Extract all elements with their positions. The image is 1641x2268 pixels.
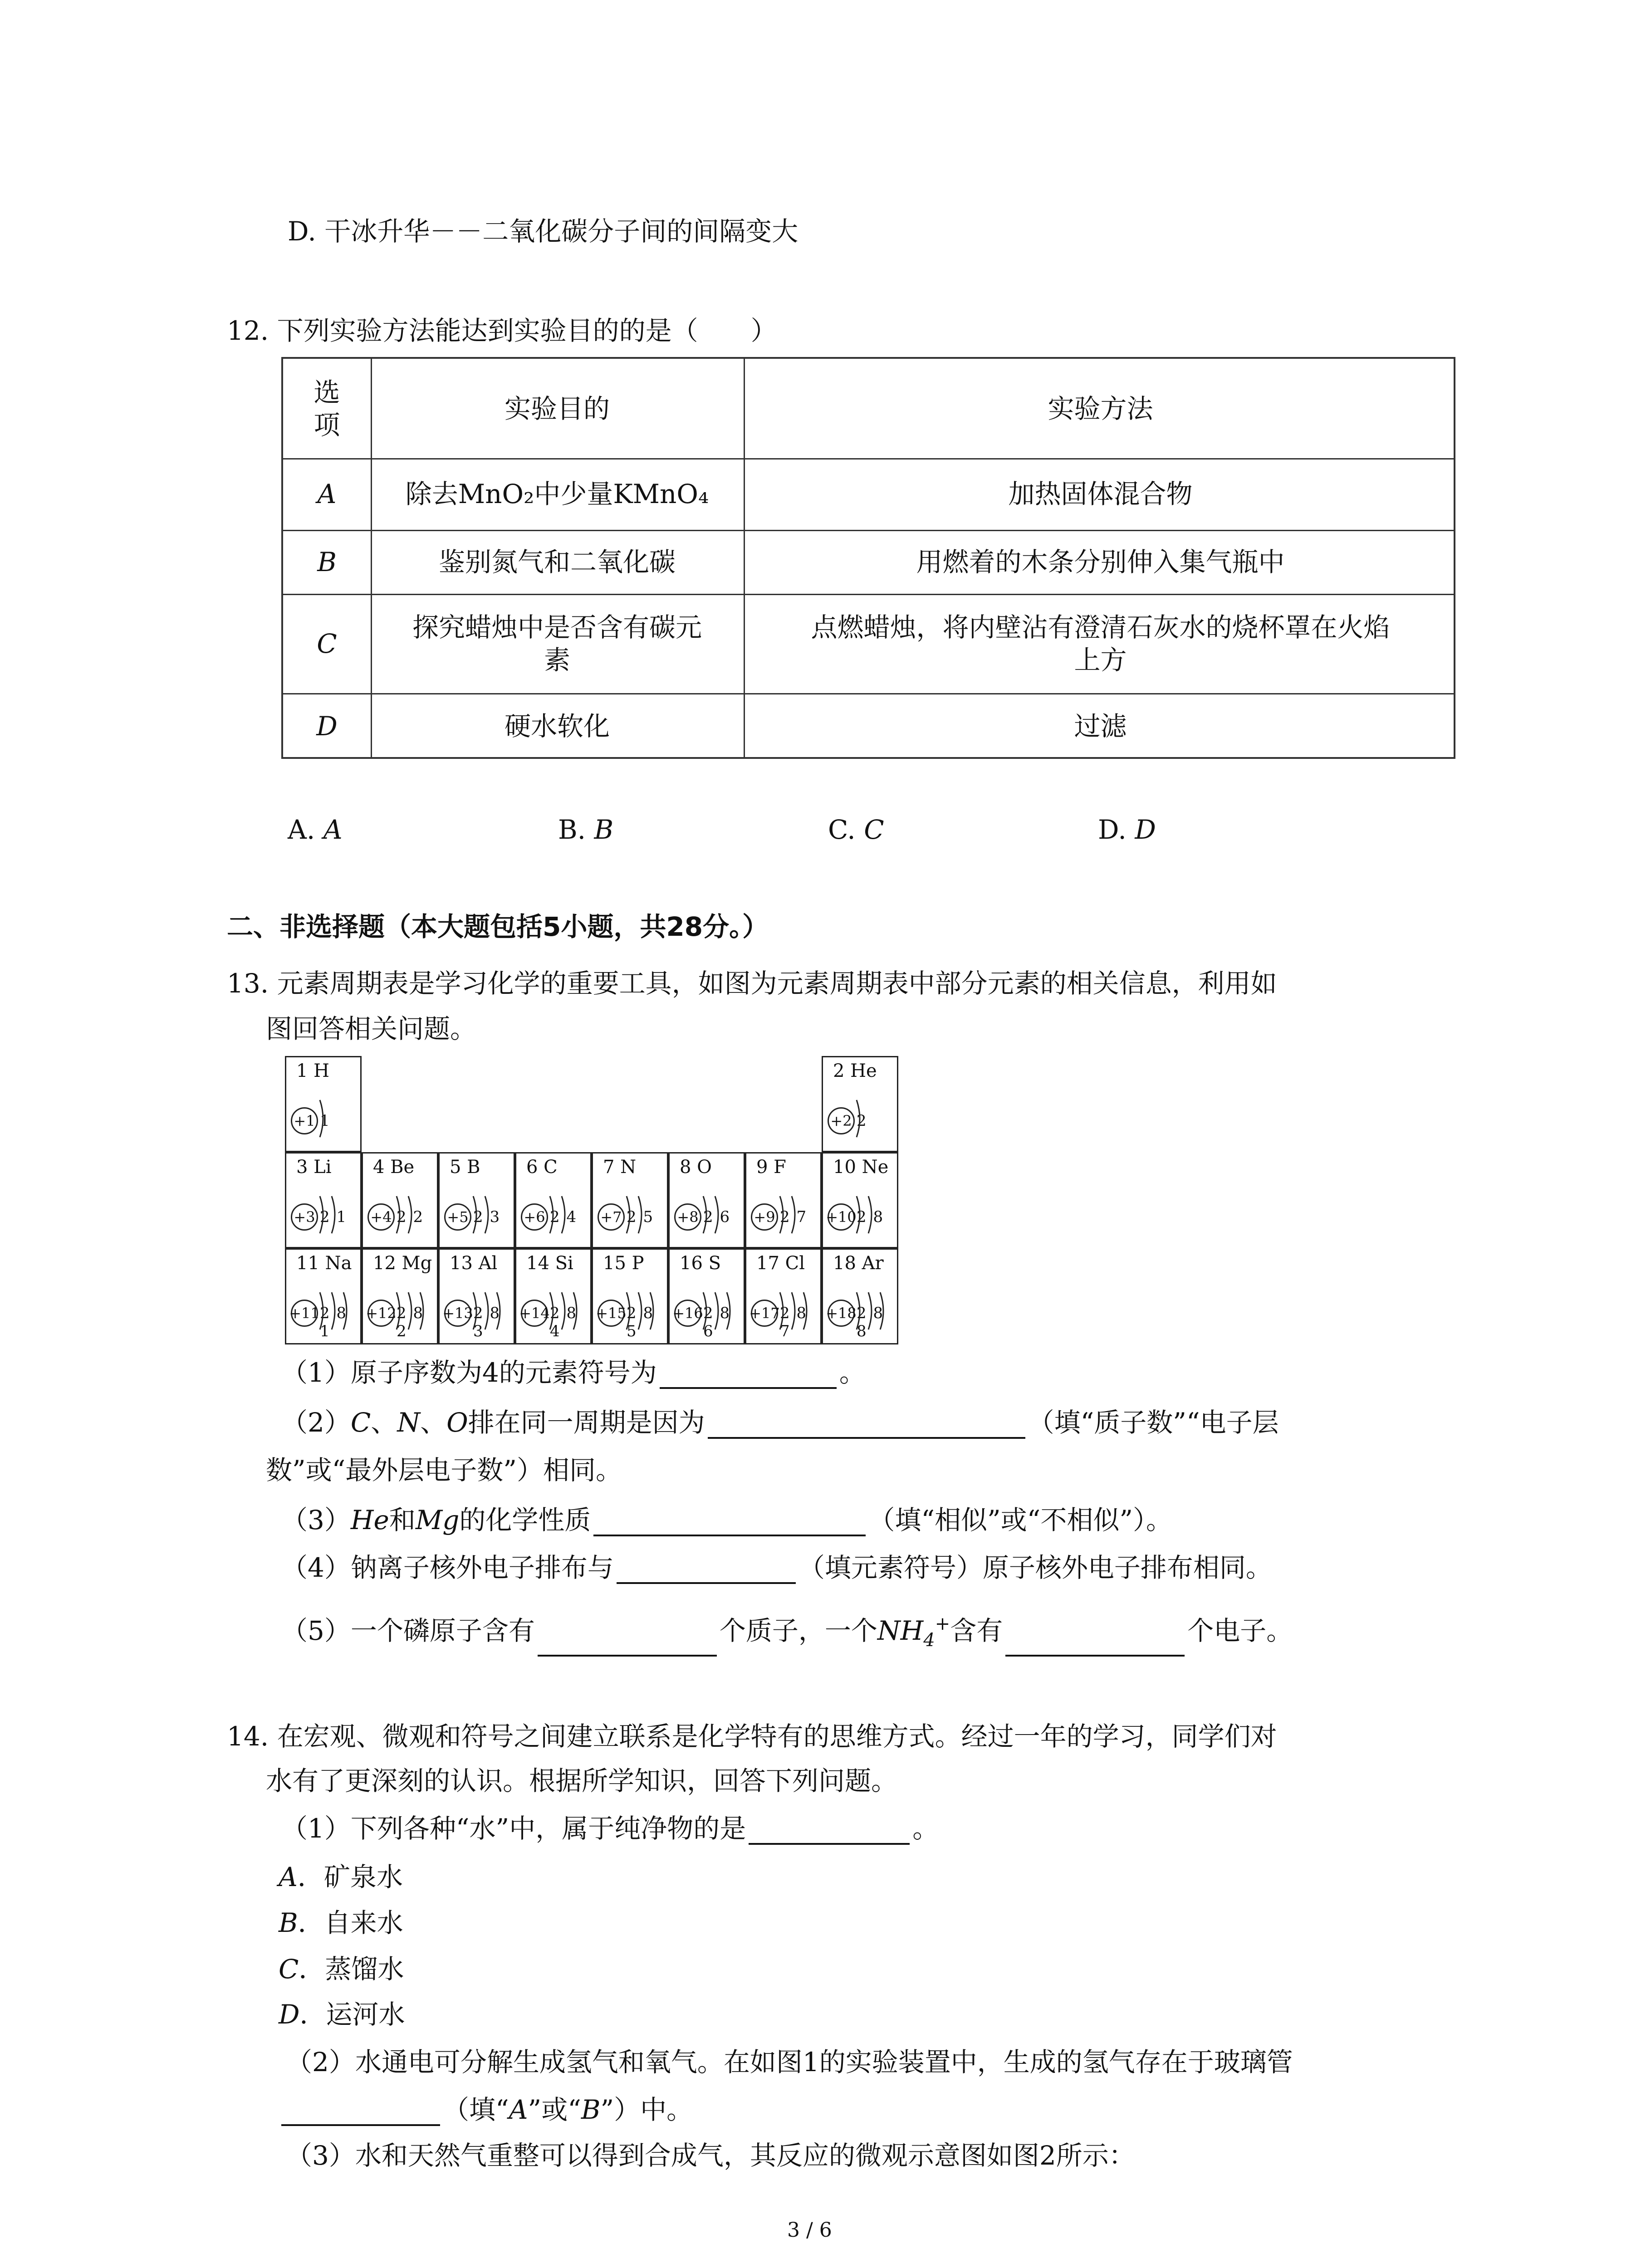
nucleus-icon: +13	[444, 1300, 471, 1327]
q11-option-d: D. 干冰升华－－二氧化碳分子间的间隔变大	[288, 216, 798, 247]
electron-shells: 1	[320, 1112, 331, 1130]
element-label: 6 C	[526, 1157, 558, 1178]
q12-table	[281, 357, 1455, 759]
nucleus-icon: +11	[291, 1300, 318, 1327]
element-cell	[515, 1248, 592, 1344]
electron-shells: 2 8 1	[320, 1304, 348, 1340]
table-header-goal: 实验目的	[504, 393, 610, 424]
element-cell	[362, 1152, 438, 1248]
element-label: 7 N	[603, 1157, 637, 1178]
q13-sub2-line2: 数”或“最外层电子数”）相同。	[266, 1455, 622, 1486]
shell-arcs-icon	[314, 1190, 360, 1240]
element-label: 9 F	[756, 1157, 786, 1178]
page-number: 3 / 6	[787, 2219, 832, 2242]
q14-option-a: A．矿泉水	[279, 1862, 403, 1892]
shell-arcs-icon	[851, 1286, 896, 1336]
table-row-b-method: 用燃着的木条分别伸入集气瓶中	[916, 546, 1285, 577]
answer-blank[interactable]	[1005, 1629, 1185, 1657]
element-cell	[668, 1152, 745, 1248]
periodic-table-figure	[285, 1056, 899, 1344]
element-label: 17 Cl	[756, 1253, 805, 1274]
nucleus-icon: +5	[444, 1203, 471, 1231]
nucleus-icon: +15	[598, 1300, 625, 1327]
table-row-d-goal: 硬水软化	[504, 710, 610, 742]
element-cell	[438, 1248, 515, 1344]
element-label: 15 P	[603, 1253, 644, 1274]
electron-shells: 2 7	[780, 1208, 808, 1226]
q13-sub2: （2）C、N、O排在同一周期是因为 （填“质子数”“电子层	[281, 1407, 1279, 1438]
q13-sub4: （4）钠离子核外电子排布与 （填元素符号）原子核外电子排布相同。	[281, 1552, 1272, 1583]
element-cell	[285, 1152, 362, 1248]
q14-option-c: C．蒸馏水	[279, 1954, 404, 1984]
element-cell	[285, 1056, 362, 1152]
nucleus-icon: +9	[751, 1203, 778, 1231]
nucleus-icon: +1	[291, 1107, 318, 1134]
q12-choice-a: A. A	[288, 814, 343, 845]
q12-choice-d: D. D	[1098, 814, 1156, 845]
table-row-c-option: C	[317, 628, 337, 659]
element-cell	[285, 1248, 362, 1344]
element-label: 11 Na	[296, 1253, 352, 1274]
electron-shells: 2 8 6	[703, 1304, 731, 1340]
electron-shells: 2 3	[473, 1208, 501, 1226]
element-label: 10 Ne	[833, 1157, 889, 1178]
table-row-a-option: A	[317, 479, 337, 509]
element-label: 12 Mg	[373, 1253, 432, 1274]
q14-stem-line2: 水有了更深刻的认识。根据所学知识，回答下列问题。	[266, 1765, 898, 1796]
element-label: 8 O	[680, 1157, 712, 1178]
electron-shells: 2 8	[857, 1208, 884, 1226]
electron-shells: 2 2	[397, 1208, 424, 1226]
shell-arcs-icon	[774, 1286, 820, 1336]
element-label: 1 H	[296, 1061, 330, 1081]
q13-sub5: （5）一个磷原子含有 个质子，一个$NH_4^+$含有 个电子。	[281, 1608, 1293, 1657]
element-label: 14 Si	[526, 1253, 573, 1274]
element-label: 4 Be	[373, 1157, 415, 1178]
nucleus-icon: +2	[828, 1107, 855, 1134]
section-heading: 二、非选择题（本大题包括5小题，共28分。）	[227, 911, 769, 942]
q14-sub3: （3）水和天然气重整可以得到合成气，其反应的微观示意图如图2所示：	[286, 2140, 1135, 2171]
nucleus-icon: +4	[367, 1203, 395, 1231]
q13-sub3: （3）He和Mg的化学性质 （填“相似”或“不相似”）。	[281, 1505, 1172, 1535]
shell-arcs-icon	[468, 1190, 513, 1240]
nucleus-icon: +18	[828, 1300, 855, 1327]
nucleus-icon: +16	[674, 1300, 701, 1327]
element-cell	[745, 1152, 822, 1248]
shell-arcs-icon	[468, 1286, 513, 1336]
shell-arcs-icon	[621, 1190, 666, 1240]
q14-sub2-line1: （2）水通电可分解生成氢气和氧气。在如图1的实验装置中，生成的氢气存在于玻璃管	[286, 2047, 1293, 2077]
q12-choice-c: C. C	[828, 814, 884, 845]
element-cell	[362, 1248, 438, 1344]
shell-arcs-icon	[314, 1094, 360, 1144]
shell-arcs-icon	[698, 1190, 743, 1240]
q14-sub2-line2: （填“A”或“B”）中。	[281, 2093, 693, 2126]
element-cell	[438, 1152, 515, 1248]
electron-shells: 2 8 5	[627, 1304, 654, 1340]
answer-blank[interactable]	[617, 1557, 796, 1584]
element-cell	[822, 1152, 898, 1248]
q14-option-b: B．自来水	[279, 1907, 403, 1938]
q13-sub1: （1）原子序数为4的元素符号为 。	[281, 1357, 866, 1388]
electron-shells: 2 8 2	[397, 1304, 424, 1340]
q14-sub1: （1）下列各种“水”中，属于纯净物的是 。	[281, 1813, 939, 1844]
shell-arcs-icon	[391, 1286, 436, 1336]
element-label: 18 Ar	[833, 1253, 884, 1274]
element-label: 13 Al	[450, 1253, 498, 1274]
element-label: 5 B	[450, 1157, 480, 1178]
table-row-d-option: D	[316, 710, 338, 742]
element-cell	[822, 1248, 898, 1344]
nucleus-icon: +3	[291, 1203, 318, 1231]
nucleus-icon: +8	[674, 1203, 701, 1231]
table-row-b-option: B	[317, 546, 337, 577]
answer-blank[interactable]	[708, 1412, 1025, 1439]
element-cell	[515, 1152, 592, 1248]
electron-shells: 2 5	[627, 1208, 654, 1226]
element-label: 3 Li	[296, 1157, 332, 1178]
shell-arcs-icon	[314, 1286, 360, 1336]
nucleus-icon: +17	[751, 1300, 778, 1327]
electron-shells: 2 8 4	[550, 1304, 578, 1340]
electron-shells: 2 4	[550, 1208, 578, 1226]
element-cell	[592, 1248, 668, 1344]
element-cell	[592, 1152, 668, 1248]
electron-shells: 2 8 7	[780, 1304, 808, 1340]
electron-shells: 2	[857, 1112, 867, 1130]
answer-blank[interactable]	[660, 1362, 837, 1389]
nucleus-icon: +7	[598, 1203, 625, 1231]
shell-arcs-icon	[391, 1190, 436, 1240]
shell-arcs-icon	[544, 1286, 590, 1336]
element-label: 2 He	[833, 1061, 877, 1081]
element-label: 16 S	[680, 1253, 721, 1274]
answer-blank[interactable]	[281, 2099, 440, 2126]
answer-blank[interactable]	[749, 1818, 910, 1845]
nucleus-icon: +14	[521, 1300, 548, 1327]
answer-blank[interactable]	[593, 1509, 866, 1536]
table-row-a-method: 加热固体混合物	[1008, 479, 1193, 509]
electron-shells: 2 6	[703, 1208, 731, 1226]
electron-shells: 2 1	[320, 1208, 348, 1226]
q12-stem: 12. 下列实验方法能达到实验目的的是（ ）	[227, 315, 777, 346]
element-cell	[745, 1248, 822, 1344]
table-row-c-goal: 探究蜡烛中是否含有碳元 素	[412, 611, 702, 675]
shell-arcs-icon	[621, 1286, 666, 1336]
table-row-a-goal: 除去MnO₂中少量KMnO₄	[405, 479, 709, 509]
table-header-option: 选 项	[314, 376, 340, 440]
electron-shells: 2 8 3	[473, 1304, 501, 1340]
nucleus-icon: +10	[828, 1203, 855, 1231]
shell-arcs-icon	[851, 1094, 896, 1144]
table-row-d-method: 过滤	[1074, 710, 1127, 742]
q14-option-d: D．运河水	[279, 1999, 405, 2030]
element-cell	[668, 1248, 745, 1344]
nucleus-icon: +12	[367, 1300, 395, 1327]
shell-arcs-icon	[774, 1190, 820, 1240]
q12-choice-b: B. B	[558, 814, 614, 845]
table-row-b-goal: 鉴别氮气和二氧化碳	[438, 546, 676, 577]
answer-blank[interactable]	[538, 1629, 717, 1657]
electron-shells: 2 8 8	[857, 1304, 884, 1340]
q13-stem-line1: 13. 元素周期表是学习化学的重要工具，如图为元素周期表中部分元素的相关信息，利用如	[227, 968, 1277, 999]
element-cell	[822, 1056, 898, 1152]
nucleus-icon: +6	[521, 1203, 548, 1231]
shell-arcs-icon	[544, 1190, 590, 1240]
q14-stem-line1: 14. 在宏观、微观和符号之间建立联系是化学特有的思维方式。经过一年的学习，同学们对	[227, 1721, 1277, 1752]
shell-arcs-icon	[698, 1286, 743, 1336]
q13-stem-line2: 图回答相关问题。	[266, 1013, 477, 1044]
shell-arcs-icon	[851, 1190, 896, 1240]
table-row-c-method: 点燃蜡烛，将内壁沾有澄清石灰水的烧杯罩在火焰 上方	[811, 611, 1390, 675]
table-header-method: 实验方法	[1048, 393, 1153, 424]
